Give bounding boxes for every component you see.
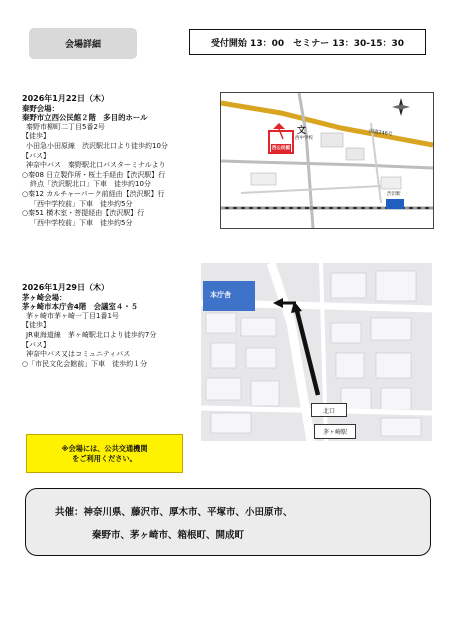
cohost-line1: 共催：神奈川県、藤沢市、厚木市、平塚市、小田原市、 xyxy=(55,507,293,518)
reception-time-box: 受付開始 13：00 セミナー 13：30-15：30 xyxy=(189,29,426,55)
event1-bus1-stop: 終点「渋沢駅北口」下車 徒歩約10分 xyxy=(30,180,151,189)
event2-info xyxy=(22,283,156,369)
event2-date: 2026年1月29日（木） xyxy=(22,283,109,292)
event1-venue-label: 秦野会場： xyxy=(22,103,59,113)
transport-note-line2: をご利用ください。 xyxy=(72,453,137,463)
event2-bus-head: 【バス】 xyxy=(22,340,50,349)
event2-bus1-stop: ○「市民文化会館前」下車 徒歩約１分 xyxy=(22,359,148,368)
transport-note xyxy=(26,434,183,473)
route246-label: 国道246号 xyxy=(368,129,393,138)
event1-bus-head: 【バス】 xyxy=(22,151,50,160)
event2-venue-name: 茅ヶ崎市本庁舎4階 会議室４・５ xyxy=(22,302,139,312)
event1-bus2-line: ○秦12 カルチャーパーク前経由【渋沢駅】行 xyxy=(22,189,165,198)
city-hall-label: 本庁舎 xyxy=(210,291,231,299)
event1-walk-head: 【徒歩】 xyxy=(22,132,50,141)
event1-address: 秦野市柳町二丁目5番2号 xyxy=(26,122,105,131)
event2-bus-intro: 神奈中バス又はコミュニティバス xyxy=(26,350,131,359)
event2-address: 茅ヶ崎市茅ヶ崎一丁目1番1号 xyxy=(26,311,119,320)
event2-walk-route: JR東海道線 茅ヶ崎駅北口より徒歩約7分 xyxy=(26,330,157,339)
school-label: 西中学校 xyxy=(295,136,313,141)
event1-venue-name: 秦野市立西公民館２階 多目的ホール xyxy=(22,113,148,123)
venue-label: 西公民館 xyxy=(272,146,290,151)
north-exit-label: 北口 xyxy=(311,403,347,417)
event1-bus3-line: ○秦51 横木室・菩提経由【渋沢駅】行 xyxy=(22,209,145,218)
event1-bus1-line: ○秦08 日立製作所・桜土手経由【渋沢駅】行 xyxy=(22,170,166,179)
chigasaki-station-label: 茅ヶ崎駅 xyxy=(314,424,356,439)
shibusawa-station-label: 渋沢駅 xyxy=(387,192,401,197)
event1-bus-intro: 神奈中バス 秦野駅北口バスターミナルより xyxy=(26,161,166,170)
school-symbol: 文 xyxy=(297,126,307,136)
event1-bus2-stop: 「西中学校前」下車 徒歩約5分 xyxy=(30,199,133,208)
event1-bus3-stop: 「西中学校前」下車 徒歩約5分 xyxy=(30,218,133,227)
transport-note-line1: ※会場には、公共交通機関 xyxy=(61,443,148,453)
chigasaki-venue-map xyxy=(201,263,432,441)
cohost-line2: 秦野市、茅ヶ崎市、箱根町、開成町 xyxy=(92,530,245,541)
event1-walk-route: 小田急小田原線 渋沢駅北口より徒歩約10分 xyxy=(26,141,168,150)
event2-walk-head: 【徒歩】 xyxy=(22,321,50,330)
event1-date: 2026年1月22日（木） xyxy=(22,94,109,103)
hadano-venue-map xyxy=(220,92,434,229)
venue-detail-tag: 会場詳細 xyxy=(29,28,137,59)
hadano-map-drawing xyxy=(221,93,433,228)
event1-info xyxy=(22,94,168,228)
event2-venue-label: 茅ヶ崎会場： xyxy=(22,292,67,302)
cohost-box xyxy=(25,488,431,556)
